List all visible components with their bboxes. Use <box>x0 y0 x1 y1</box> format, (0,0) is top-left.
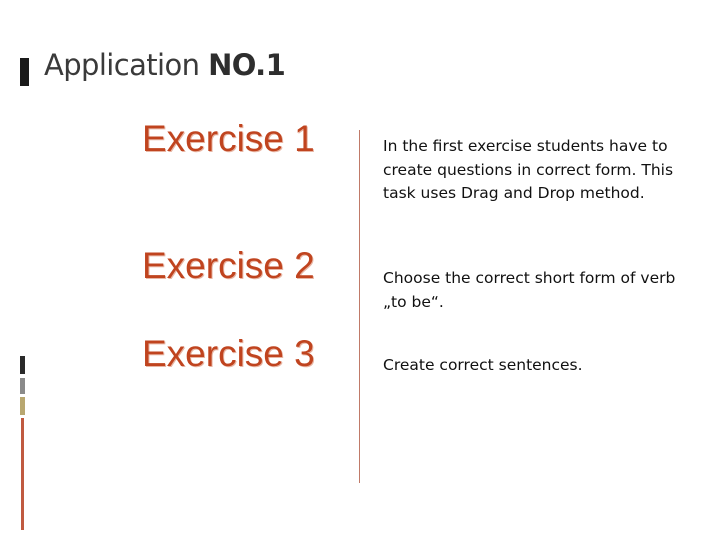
exercise-1-label: Exercise 1 <box>142 118 315 159</box>
side-decoration-gray <box>20 378 25 394</box>
column-divider <box>359 130 360 483</box>
side-decoration-tan <box>20 397 25 415</box>
slide-title <box>44 48 285 82</box>
exercise-1-description: In the first exercise students have to create questions in correct form. This task uses Drag and Drop method. <box>383 137 674 202</box>
slide-title-bold: NO.1 <box>208 48 286 82</box>
title-marker <box>20 58 29 86</box>
exercise-2-description: Choose the correct short form of verb „to be“. <box>383 269 676 311</box>
exercise-3-label: Exercise 3 <box>142 333 315 374</box>
exercise-2-label: Exercise 2 <box>142 245 315 286</box>
side-decoration-dark <box>20 356 25 374</box>
side-decoration-line <box>21 418 24 530</box>
exercise-3-description: Create correct sentences. <box>383 356 583 374</box>
slide-title-regular: Application <box>44 48 209 82</box>
